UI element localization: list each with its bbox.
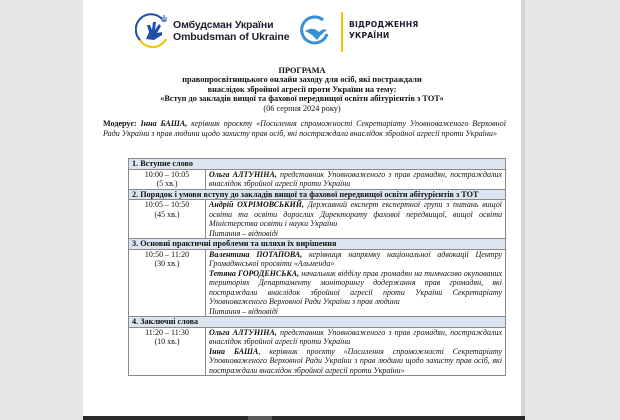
time-range: 10:05 – 10:50 <box>144 200 190 209</box>
speakers-cell <box>206 200 506 239</box>
scrollbar-thumb[interactable] <box>248 416 272 420</box>
section-title: 3. Основні практичні проблеми та шляхи їх вирішення <box>129 239 506 250</box>
speakers-cell <box>206 327 506 376</box>
section-title: 1. Вступне слово <box>129 159 506 170</box>
speaker-role: начальник відділу прав громадян на тимчасово окупованих територіях Департаменту моніторингу додержання прав громадян, які постраждали внаслідок збройної агресії проти України Секретаріату Уповноваженого Верховної Ради України з прав людини <box>209 268 503 306</box>
speaker-role: представник Уповноваженого з прав громадян, постраждалих внаслідок збройної агресії проти України <box>209 169 503 188</box>
speaker-name: Ольга АЛТУНІНА, <box>209 169 277 179</box>
duration: (30 хв.) <box>154 259 180 268</box>
qa-note: Питання – відповіді <box>209 306 279 316</box>
document-page <box>83 0 525 420</box>
section-header-row <box>129 317 506 328</box>
moderator-label: Модерує: <box>103 119 137 128</box>
qa-note: Питання – відповіді <box>209 228 279 238</box>
speaker-role: Державний експерт експертної групи з питань вищої освіти та освіти дорослих Директорату фахової передвищої, вищої освіти Міністерства освіти і науки України <box>209 200 503 228</box>
section-row <box>129 327 506 376</box>
speaker-name: Тетяна ГОРОДЕНСЬКА, <box>209 268 300 278</box>
time-cell <box>129 200 206 239</box>
speaker-entry <box>209 269 502 307</box>
section-title: 4. Заключні слова <box>129 317 506 328</box>
moderator-name: Інна БАША, <box>140 119 188 128</box>
duration: (10 хв.) <box>154 337 180 346</box>
section-row <box>129 169 506 189</box>
moderator-role: керівник проєкту «Посилення спроможності Секретаріату Уповноваженого Верховної Ради України з прав людини щодо захисту прав осіб, які постраждали внаслідок збройної агресії проти України» <box>103 119 506 138</box>
duration: (5 хв.) <box>156 179 178 188</box>
program-title: ПРОГРАМА <box>278 66 326 75</box>
speaker-role: представник Уповноваженого з прав громадян, постраждалих внаслідок збройної агресії проти України <box>209 327 503 346</box>
speakers-cell <box>206 169 506 189</box>
time-cell <box>129 169 206 189</box>
time-cell <box>129 249 206 317</box>
duration: (45 хв.) <box>154 209 180 219</box>
section-row <box>129 200 506 239</box>
program-subtitle-line2: внаслідок збройної агресії проти України на тему: <box>207 84 397 94</box>
speaker-name: Валентина ПОТАПОВА, <box>209 249 303 259</box>
vidrodzhennia-logo-text <box>349 19 418 41</box>
section-header-row <box>129 159 506 170</box>
program-subtitle-line1: правопросвітницького онлайн заходу для осіб, які постраждали <box>182 75 422 85</box>
program-topic: «Вступ до закладів вищої та фахової передвищої освіти абітурієнтів з ТОТ» <box>160 94 444 104</box>
ombudsman-logo-text <box>173 19 289 43</box>
speakers-cell <box>206 249 506 317</box>
section-header-row <box>129 189 506 200</box>
program-header <box>83 66 521 113</box>
section-title: 2. Порядок і умови вступу до закладів вищої та фахової передвищої освіти абітурієнтів з ТОТ <box>129 189 506 200</box>
speaker-name: Ольга АЛТУНІНА, <box>209 327 277 337</box>
speaker-entry <box>209 250 502 269</box>
speaker-entry <box>209 347 502 376</box>
ombudsman-logo-icon <box>135 12 171 52</box>
speaker-entry <box>209 328 502 347</box>
horizontal-scrollbar[interactable] <box>83 416 525 420</box>
speaker-name: Інна БАША <box>209 346 259 356</box>
section-header-row <box>129 239 506 250</box>
vidrodzhennia-logo-icon <box>297 14 331 48</box>
ombudsman-name-ua: Омбудсман України <box>173 19 274 31</box>
speaker-role: керівниця напрямку національної адвокації Центру Громадянської просвіти «Альменда» <box>209 249 503 268</box>
program-table <box>128 158 506 376</box>
logo-bar <box>83 8 521 56</box>
speaker-role: , керівник проєкту «Посилення спроможності Секретаріату Уповноваженого Верховної Ради України з прав людини щодо захисту прав осіб, які постраждали внаслідок збройної агресії проти України» <box>209 346 503 375</box>
time-range: 11:20 – 11:30 <box>145 327 189 337</box>
vidrodzhennia-line1: ВІДРОДЖЕННЯ <box>349 20 419 29</box>
time-cell <box>129 327 206 376</box>
time-range: 10:50 – 11:20 <box>144 249 190 259</box>
time-range: 10:00 – 10:05 <box>144 169 190 179</box>
moderator-paragraph <box>103 119 506 138</box>
logo-separator <box>341 12 343 52</box>
speaker-entry <box>209 170 502 189</box>
speaker-entry <box>209 200 502 229</box>
section-row <box>129 249 506 317</box>
program-date: (06 серпня 2024 року) <box>263 103 341 113</box>
speaker-name: Андрій ОХРІМОВСЬКИЙ, <box>209 200 304 209</box>
ombudsman-name-en: Ombudsman of Ukraine <box>173 31 290 43</box>
vidrodzhennia-line2: УКРАЇНИ <box>349 31 390 40</box>
